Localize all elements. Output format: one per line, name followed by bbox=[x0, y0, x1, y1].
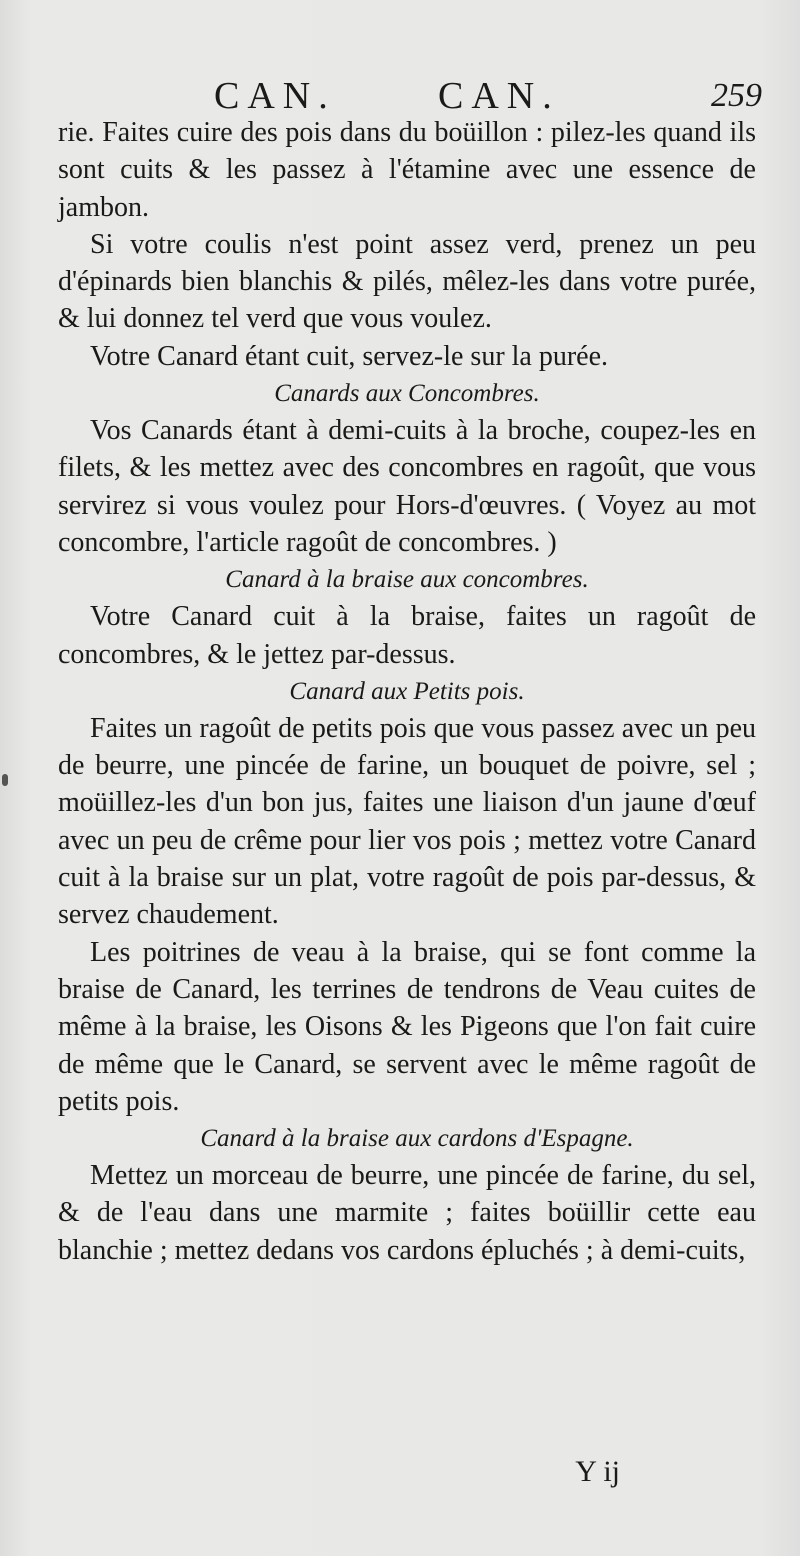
paragraph: Votre Canard étant cuit, servez-le sur la purée. bbox=[90, 340, 609, 372]
section-heading: Canard aux Petits pois. bbox=[289, 677, 525, 705]
page-number: 259 bbox=[711, 77, 762, 114]
paragraph: Votre Canard cuit à la braise, faites un ragoût de concombres, & le jettez par-dessus. bbox=[58, 601, 756, 670]
catchword: Y ij bbox=[575, 1455, 620, 1488]
paragraph: Vos Canards étant à demi-cuits à la broche, coupez-les en filets, & les mettez avec des concombres en ragoût, que vous servirez si vous voulez pour Hors-d'œuvres. ( Voyez au mot concombre, l'article ragoût de concombres. ) bbox=[58, 415, 756, 558]
gutter-mark bbox=[2, 774, 8, 786]
section-heading: Canard à la braise aux concombres. bbox=[225, 566, 589, 594]
running-header bbox=[0, 72, 800, 120]
paragraph: Faites un ragoût de petits pois que vous passez avec un peu de beurre, une pincée de farine, un bouquet de poivre, sel ; moüillez-les d'un bon jus, faites une liaison d'un jaune d'œuf avec un peu de crême pour lier vos pois ; mettez votre Canard cuit à la braise sur un plat, votre ragoût de pois par-dessus, & servez chaudement. bbox=[58, 712, 756, 931]
section-heading: Canard à la braise aux cardons d'Espagne. bbox=[200, 1125, 634, 1153]
section-heading: Canards aux Concombres. bbox=[274, 380, 540, 408]
paragraph: Mettez un morceau de beurre, une pincée de farine, du sel, & de l'eau dans une marmite ; faites boüillir cette eau blanchie ; mettez dedans vos cardons épluchés ; à demi-cuits, bbox=[58, 1160, 756, 1266]
paragraph: Si votre coulis n'est point assez verd, prenez un peu d'épinards bien blanchis & pilés, mêlez-les dans votre purée, & lui donnez tel verd que vous voulez. bbox=[58, 228, 756, 335]
header-right-word: CAN. bbox=[438, 75, 560, 117]
header-left-word: CAN. bbox=[214, 75, 336, 117]
paragraph: Les poitrines de veau à la braise, qui se font comme la braise de Canard, les terrines de tendrons de Veau cuites de même à la braise, les Oisons & les Pigeons que l'on fait cuire de même que le Canard, se servent avec le même ragoût de petits pois. bbox=[58, 936, 756, 1117]
paragraph: rie. Faites cuire des pois dans du boüillon : pilez-les quand ils sont cuits & les passez à l'étamine avec une essence de jambon. bbox=[58, 117, 756, 223]
body-text bbox=[58, 114, 756, 1269]
